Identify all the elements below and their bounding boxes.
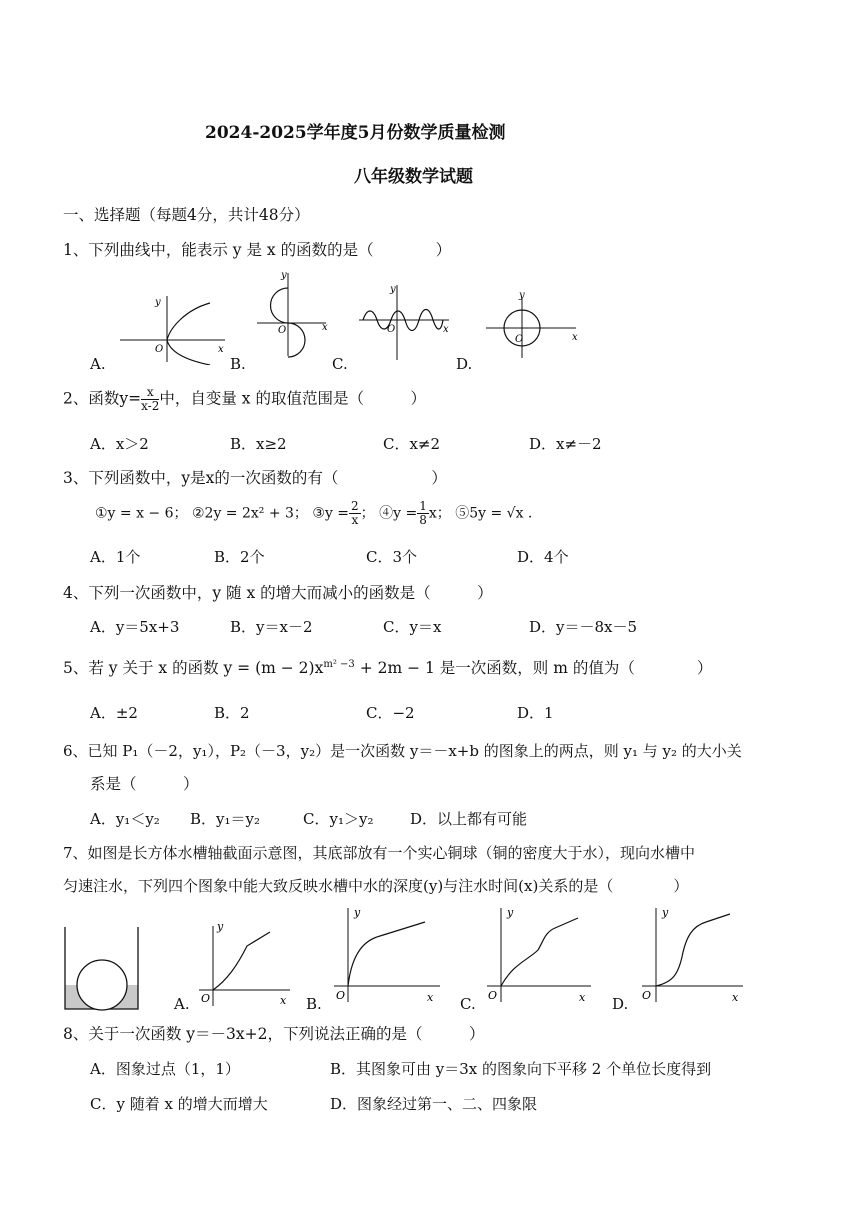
- q1-graph-c: [357, 282, 457, 362]
- svg-text:O: O: [201, 992, 211, 1005]
- q2-stem: 2、函数y= $\frac{x}{x-2}$ 中，自变量 x 的取值范围是（ ）: [63, 385, 426, 413]
- svg-text:y: y: [281, 270, 287, 281]
- q8-option-b: B．其图象可由 y＝3x 的图象向下平移 2 个单位长度得到: [330, 1060, 712, 1078]
- q7-graph-c: [483, 902, 598, 1007]
- q4-option-b: B．y＝x－2: [230, 618, 313, 636]
- svg-text:y: y: [507, 906, 514, 919]
- svg-text:x: x: [572, 332, 578, 343]
- svg-text:x: x: [322, 322, 328, 333]
- exam-subtitle: 八年级数学试题: [354, 167, 473, 187]
- q2-option-c: C．x≠2: [383, 435, 441, 453]
- q1-option-b: B.: [230, 355, 246, 373]
- q4-stem: 4、下列一次函数中，y 随 x 的增大而减小的函数是（ ）: [63, 584, 493, 602]
- exam-title: 2024-2025学年度5月份数学质量检测: [205, 123, 506, 143]
- q1-option-c: C.: [332, 355, 348, 373]
- q1-graph-b: [254, 268, 334, 358]
- q8-stem: 8、关于一次函数 y＝－3x+2，下列说法正确的是（ ）: [63, 1025, 485, 1043]
- q8-option-c: C．y 随着 x 的增大而增大: [90, 1095, 268, 1113]
- q6-stem-line2: 系是（ ）: [90, 775, 199, 793]
- svg-text:y: y: [662, 906, 669, 919]
- svg-text:x: x: [732, 991, 739, 1004]
- q1-option-a: A.: [90, 355, 106, 373]
- q6-option-a: A．y₁＜y₂: [90, 810, 160, 828]
- q5-option-b: B．2: [214, 704, 250, 722]
- svg-text:y: y: [217, 920, 224, 933]
- q4-option-c: C．y＝x: [383, 618, 442, 636]
- y-axis-label: y: [155, 297, 161, 308]
- svg-text:O: O: [336, 989, 346, 1002]
- svg-text:y: y: [354, 906, 361, 919]
- q3-option-b: B．2个: [214, 548, 265, 566]
- q5-option-c: C．−2: [366, 704, 415, 722]
- svg-text:O: O: [278, 325, 287, 336]
- q6-option-d: D．以上都有可能: [410, 810, 528, 828]
- q2-option-d: D．x≠－2: [529, 435, 602, 453]
- q3-functions: ①y = x − 6； ②2y = 2x² + 3； ③y = $\frac{2}{x}$ ； ④y = $\frac{1}{8}$ x； ⑤5y = √x .: [95, 499, 533, 527]
- q3-option-d: D．4个: [517, 548, 569, 566]
- q1-stem: 1、下列曲线中，能表示 y 是 x 的函数的是（ ）: [63, 241, 452, 259]
- q6-option-b: B．y₁＝y₂: [190, 810, 260, 828]
- svg-text:x: x: [427, 991, 434, 1004]
- q7-graph-d: [638, 902, 748, 1007]
- svg-text:y: y: [519, 290, 525, 301]
- q7-option-d: D.: [612, 995, 629, 1013]
- q8-option-a: A．图象过点（1，1）: [90, 1060, 240, 1078]
- q4-option-d: D．y＝－8x－5: [529, 618, 638, 636]
- q7-graph-a: [195, 918, 295, 1008]
- svg-text:O: O: [387, 324, 396, 335]
- q6-stem-line1: 6、已知 P₁（－2，y₁），P₂（－3，y₂）是一次函数 y＝－x+b 的图象上的两点，则 y₁ 与 y₂ 的大小关: [63, 742, 742, 760]
- q7-stem-line1: 7、如图是长方体水槽轴截面示意图，其底部放有一个实心铜球（铜的密度大于水），现向水槽中: [63, 844, 696, 862]
- svg-text:x: x: [280, 994, 287, 1007]
- q5-stem: 5、若 y 关于 x 的函数 $y = (m - 2)x^{m^2 -3} + 2m - 1$ 是一次函数，则 m 的值为（ ）: [63, 658, 713, 677]
- svg-text:x: x: [579, 991, 586, 1004]
- q1-graph-a: [115, 290, 230, 365]
- svg-text:O: O: [515, 334, 524, 345]
- origin-label: O: [155, 344, 164, 355]
- q2-option-b: B．x≥2: [230, 435, 287, 453]
- q7-stem-line2: 匀速注水，下列四个图象中能大致反映水槽中水的深度(y)与注水时间(x)关系的是（ ）: [63, 877, 689, 895]
- q8-option-d: D．图象经过第一、二、四象限: [330, 1095, 538, 1113]
- q5-option-d: D．1: [517, 704, 554, 722]
- svg-text:O: O: [488, 989, 498, 1002]
- q7-option-b: B.: [306, 995, 322, 1013]
- q7-option-c: C.: [460, 995, 476, 1013]
- q1-option-d: D.: [456, 355, 473, 373]
- q7-graph-b: [330, 902, 445, 1007]
- q7-tank-figure: [60, 925, 145, 1015]
- svg-text:y: y: [390, 284, 396, 295]
- q7-option-a: A.: [174, 995, 190, 1013]
- q6-option-c: C．y₁＞y₂: [303, 810, 374, 828]
- svg-text:x: x: [443, 324, 449, 335]
- q3-option-a: A．1个: [90, 548, 141, 566]
- q4-option-a: A．y＝5x+3: [90, 618, 180, 636]
- q3-stem: 3、下列函数中，y是x的一次函数的有（ ）: [63, 469, 447, 487]
- x-axis-label: x: [218, 344, 224, 355]
- section-heading: 一、选择题（每题4分，共计48分）: [63, 206, 310, 224]
- q5-option-a: A．±2: [90, 704, 138, 722]
- q3-option-c: C．3个: [366, 548, 418, 566]
- q2-option-a: A．x＞2: [90, 435, 149, 453]
- q2-fraction: $\frac{x}{x-2}$: [141, 385, 160, 413]
- svg-text:O: O: [642, 989, 652, 1002]
- q1-graph-d: [484, 290, 584, 360]
